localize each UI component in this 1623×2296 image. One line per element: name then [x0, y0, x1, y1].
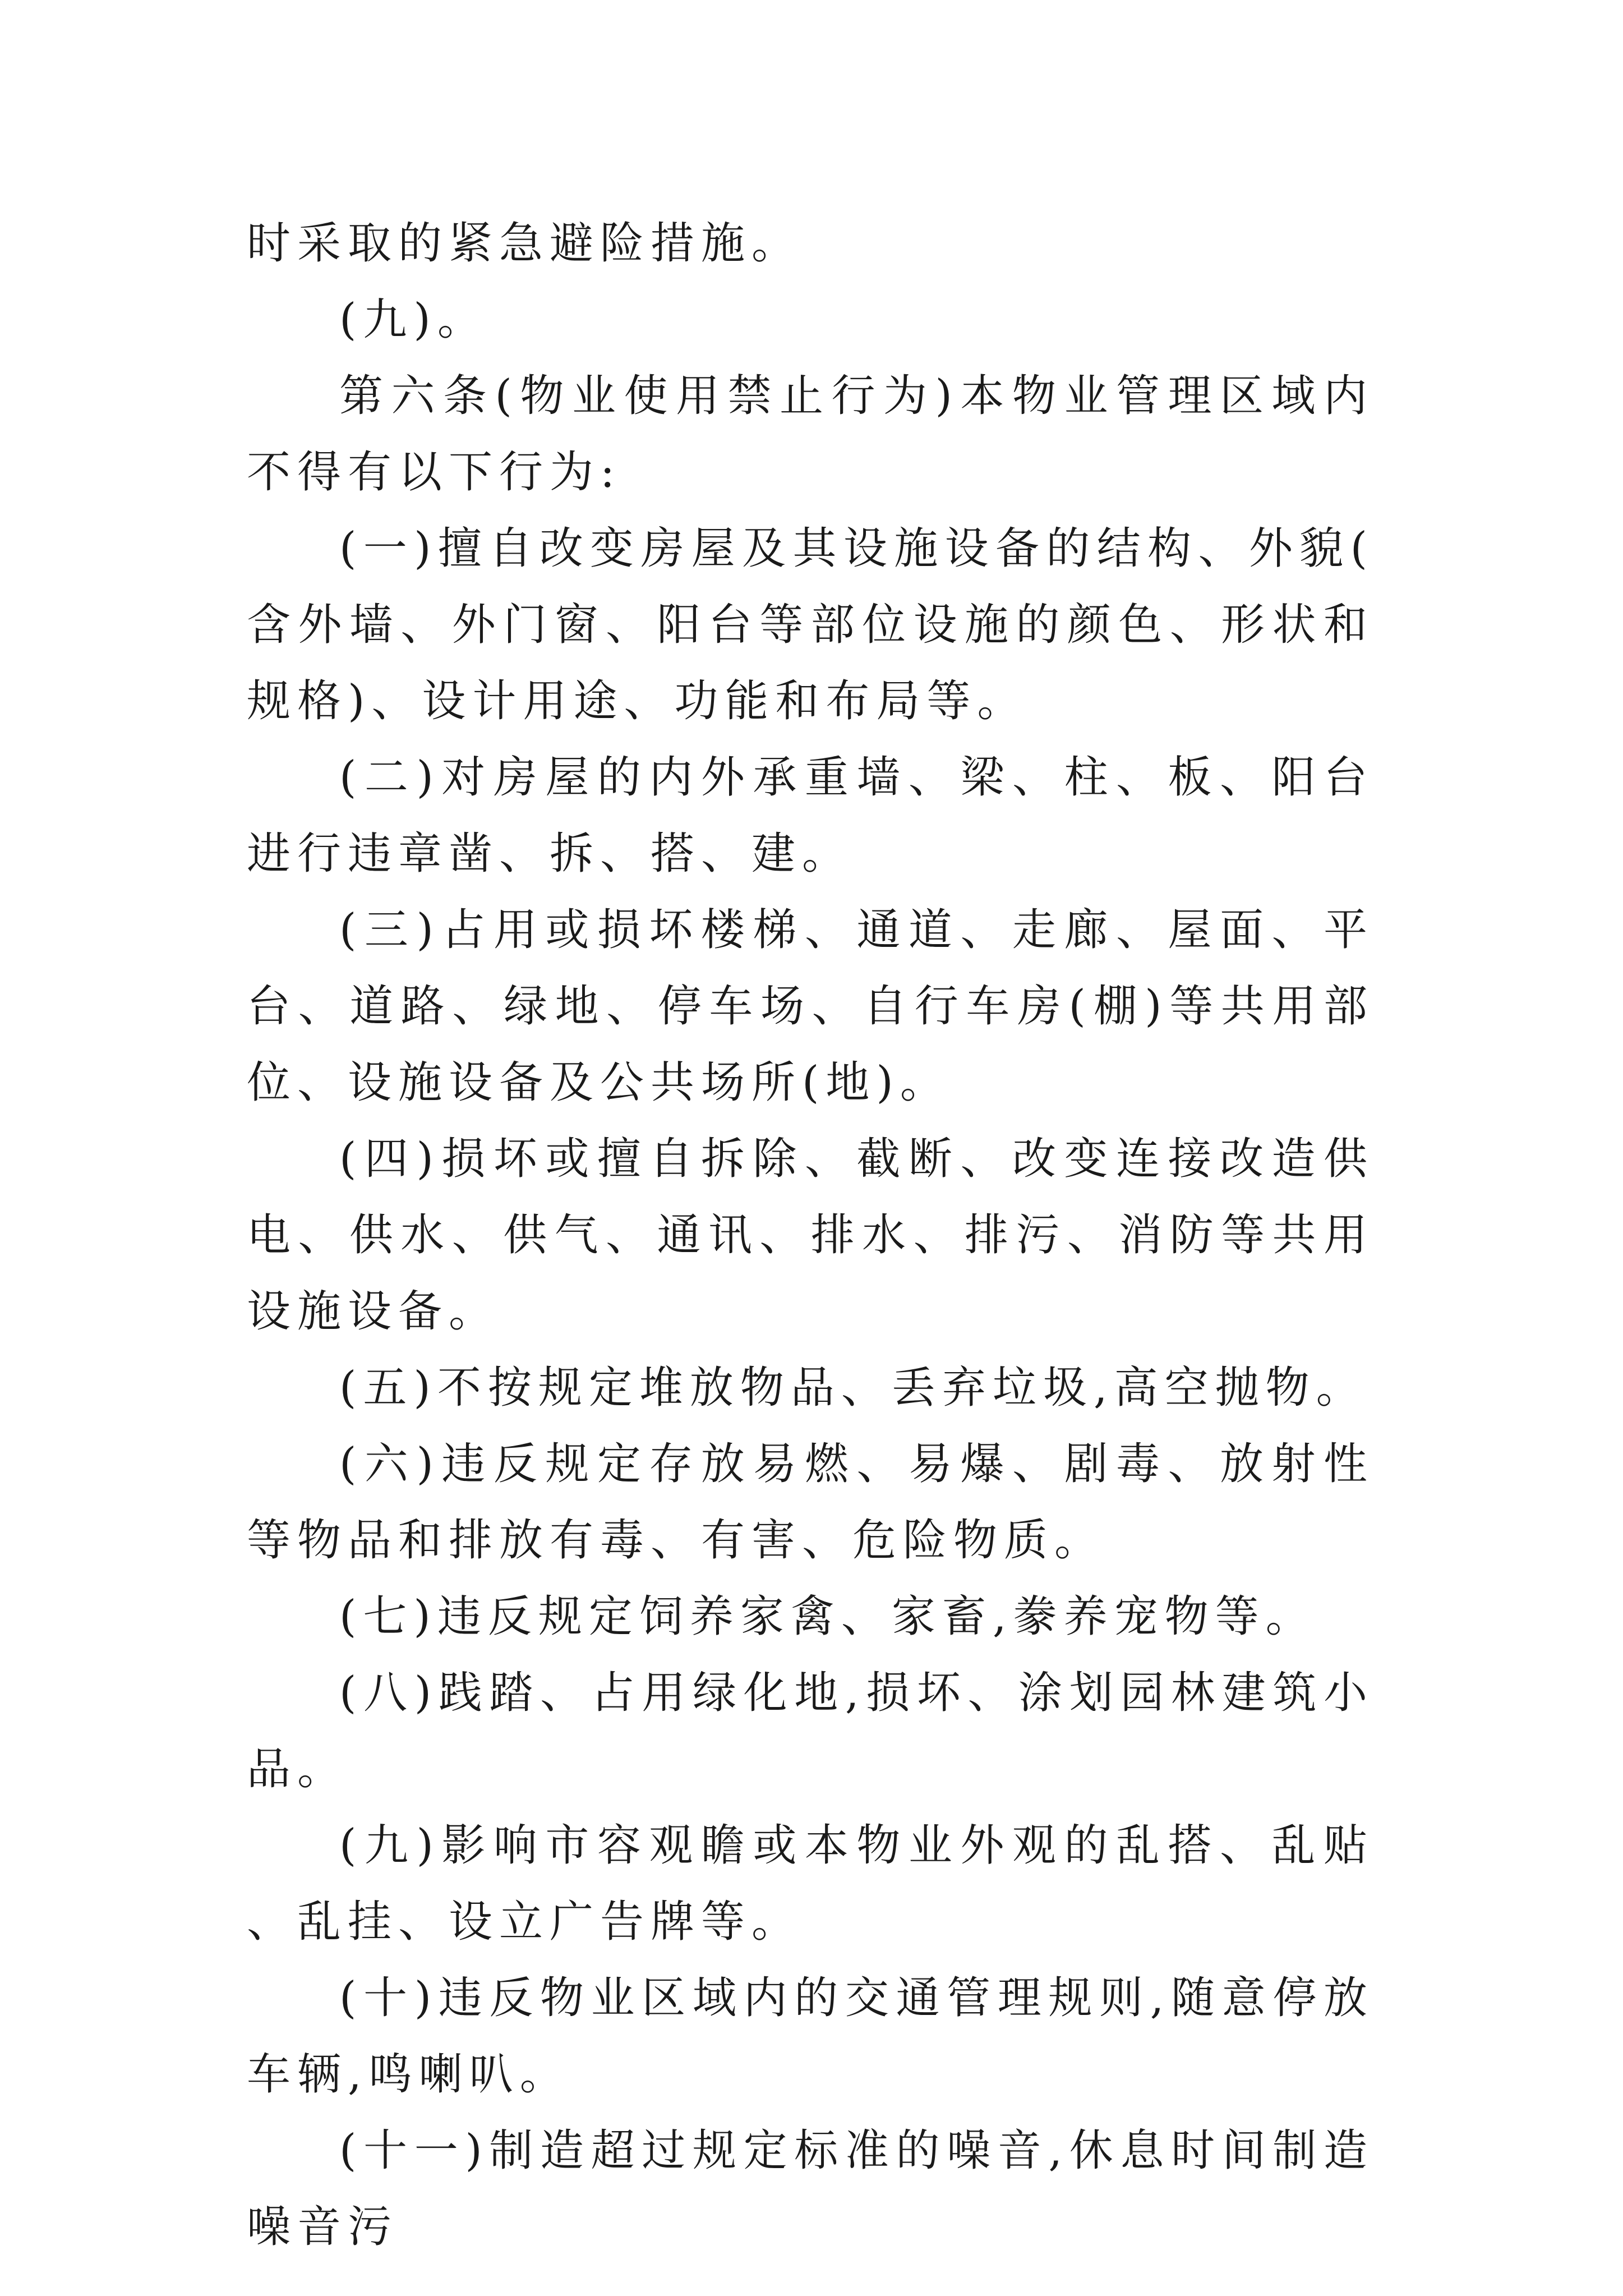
document-body [247, 205, 1374, 2265]
paragraph-item-5: (五)不按规定堆放物品、丢弃垃圾,高空抛物。 [339, 1363, 1367, 1413]
paragraph-item-10: (十)违反物业区域内的交通管理规则,随意停放车辆,鸣喇叭。 [247, 1973, 1374, 2100]
paragraph-item-3: (三)占用或损坏楼梯、通道、走廊、屋面、平台、道路、绿地、停车场、自行车房(棚)等共用部位、设施设备及公共场所(地)。 [247, 905, 1374, 1108]
paragraph-item-8: (八)践踏、占用绿化地,损坏、涂划园林建筑小品。 [247, 1668, 1374, 1795]
paragraph-item-2: (二)对房屋的内外承重墙、梁、柱、板、阳台进行违章凿、拆、搭、建。 [247, 752, 1374, 879]
paragraph-item-11: (十一)制造超过规定标准的噪音,休息时间制造噪音污 [247, 2125, 1374, 2252]
paragraph-item-7: (七)违反规定饲养家禽、家畜,豢养宠物等。 [339, 1591, 1316, 1642]
paragraph-item-9: (九)影响市容观瞻或本物业外观的乱搭、乱贴、乱挂、设立广告牌等。 [247, 1820, 1374, 1947]
paragraph-article-6-heading: 第六条(物业使用禁止行为)本物业管理区域内不得有以下行为: [247, 371, 1374, 498]
paragraph-item-6: (六)违反规定存放易燃、易爆、剧毒、放射性等物品和排放有毒、有害、危险物质。 [247, 1439, 1374, 1566]
paragraph-item-9-fragment: (九)。 [339, 295, 488, 345]
paragraph-item-4: (四)损坏或擅自拆除、截断、改变连接改造供电、供水、供气、通讯、排水、排污、消防等共用设施设备。 [247, 1134, 1374, 1337]
paragraph-continuation: 时采取的紧急避险措施。 [247, 218, 803, 269]
paragraph-item-1: (一)擅自改变房屋及其设施设备的结构、外貌(含外墙、外门窗、阳台等部位设施的颜色、形状和规格)、设计用途、功能和布局等。 [247, 523, 1374, 726]
